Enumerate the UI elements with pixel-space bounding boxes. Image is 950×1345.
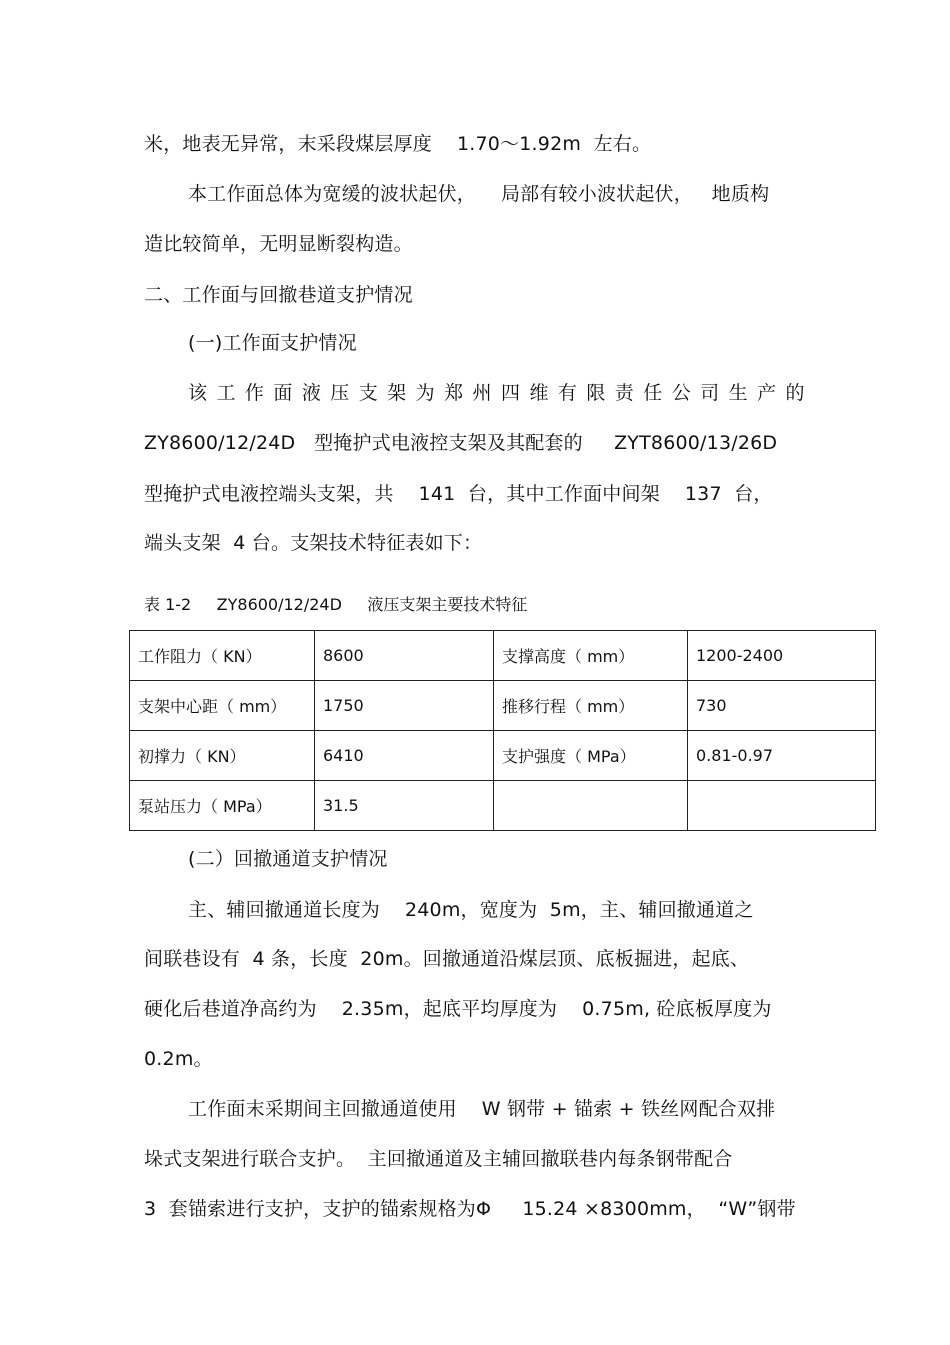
char: 任 [643, 382, 663, 404]
section-heading-2: 二、工作面与回撤巷道支护情况 [144, 284, 413, 306]
table-cell: 1200-2400 [688, 631, 876, 681]
paragraph-line-13: 硬化后巷道净高约为 2.35m，起底平均厚度为 0.75m, 砼底板厚度为 [144, 998, 772, 1020]
support-spec-table [129, 630, 876, 831]
table-cell: 泵站压力（ MPa） [130, 781, 315, 831]
char: 支 [358, 382, 378, 404]
char: 四 [500, 382, 521, 404]
paragraph-line-15: 工作面末采期间主回撤通道使用 W 钢带 + 锚索 + 铁丝网配合双排 [188, 1098, 776, 1120]
paragraph-line-14: 0.2m。 [144, 1048, 213, 1070]
table-cell [494, 781, 688, 831]
paragraph-line-8: 型掩护式电液控端头支架，共 141 台，其中工作面中间架 137 台， [144, 483, 773, 505]
table-cell: 8600 [315, 631, 494, 681]
table-cell [688, 781, 876, 831]
paragraph-line-12: 间联巷设有 4 条，长度 20m。回撤通道沿煤层顶、底板掘进，起底、 [144, 948, 750, 970]
table-cell: 推移行程（ mm） [494, 681, 688, 731]
paragraph-line-16: 垛式支架进行联合支护。 主回撤通道及主辅回撤联巷内每条钢带配合 [144, 1148, 733, 1170]
table-caption: 表 1-2 ZY8600/12/24D 液压支架主要技术特征 [144, 595, 528, 614]
char: 该 [188, 382, 208, 404]
subsection-heading-1: (一)工作面支护情况 [188, 332, 357, 354]
paragraph-line-1: 米，地表无异常，末采段煤层厚度 1.70～1.92m 左右。 [144, 133, 652, 155]
char: 面 [273, 382, 293, 404]
char: 压 [330, 382, 350, 404]
char: 限 [586, 382, 606, 404]
table-row [130, 731, 876, 781]
paragraph-line-2: 本工作面总体为宽缓的波状起伏， 局部有较小波状起伏， 地质构 [188, 183, 770, 205]
table-cell: 6410 [315, 731, 494, 781]
table-cell: 1750 [315, 681, 494, 731]
table-row [130, 631, 876, 681]
subsection-heading-2: (二）回撤通道支护情况 [188, 848, 388, 870]
table-row [130, 681, 876, 731]
char: 责 [614, 382, 634, 404]
char: 工 [216, 382, 236, 404]
paragraph-line-7: ZY8600/12/24D 型掩护式电液控支架及其配套的 ZYT8600/13/26D [144, 432, 778, 454]
char: 有 [557, 382, 578, 404]
char: 维 [529, 382, 549, 404]
char: 为 [415, 382, 435, 404]
char: 公 [671, 382, 691, 404]
table-cell: 31.5 [315, 781, 494, 831]
char: 产 [757, 382, 777, 404]
table-cell: 730 [688, 681, 876, 731]
table-cell: 工作阻力（ KN） [130, 631, 315, 681]
paragraph-line-17: 3 套锚索进行支护，支护的锚索规格为Φ 15.24 ×8300mm， “W”钢带 [144, 1198, 796, 1220]
paragraph-line-9: 端头支架 4 台。支架技术特征表如下： [144, 532, 483, 554]
char: 司 [700, 382, 720, 404]
table-cell: 初撑力（ KN） [130, 731, 315, 781]
paragraph-line-6 [188, 381, 805, 405]
char: 生 [728, 382, 748, 404]
table-cell: 支护强度（ MPa） [494, 731, 688, 781]
paragraph-line-11: 主、辅回撤通道长度为 240m，宽度为 5m，主、辅回撤通道之 [188, 899, 754, 921]
table-cell: 支架中心距（ mm） [130, 681, 315, 731]
char: 作 [244, 382, 265, 404]
table-cell: 支撑高度（ mm） [494, 631, 688, 681]
paragraph-line-3: 造比较简单，无明显断裂构造。 [144, 233, 413, 255]
table-cell: 0.81-0.97 [688, 731, 876, 781]
char: 州 [472, 382, 492, 404]
char: 郑 [444, 382, 464, 404]
char: 的 [785, 382, 805, 404]
char: 架 [387, 382, 407, 404]
char: 液 [301, 382, 322, 404]
table-row [130, 781, 876, 831]
